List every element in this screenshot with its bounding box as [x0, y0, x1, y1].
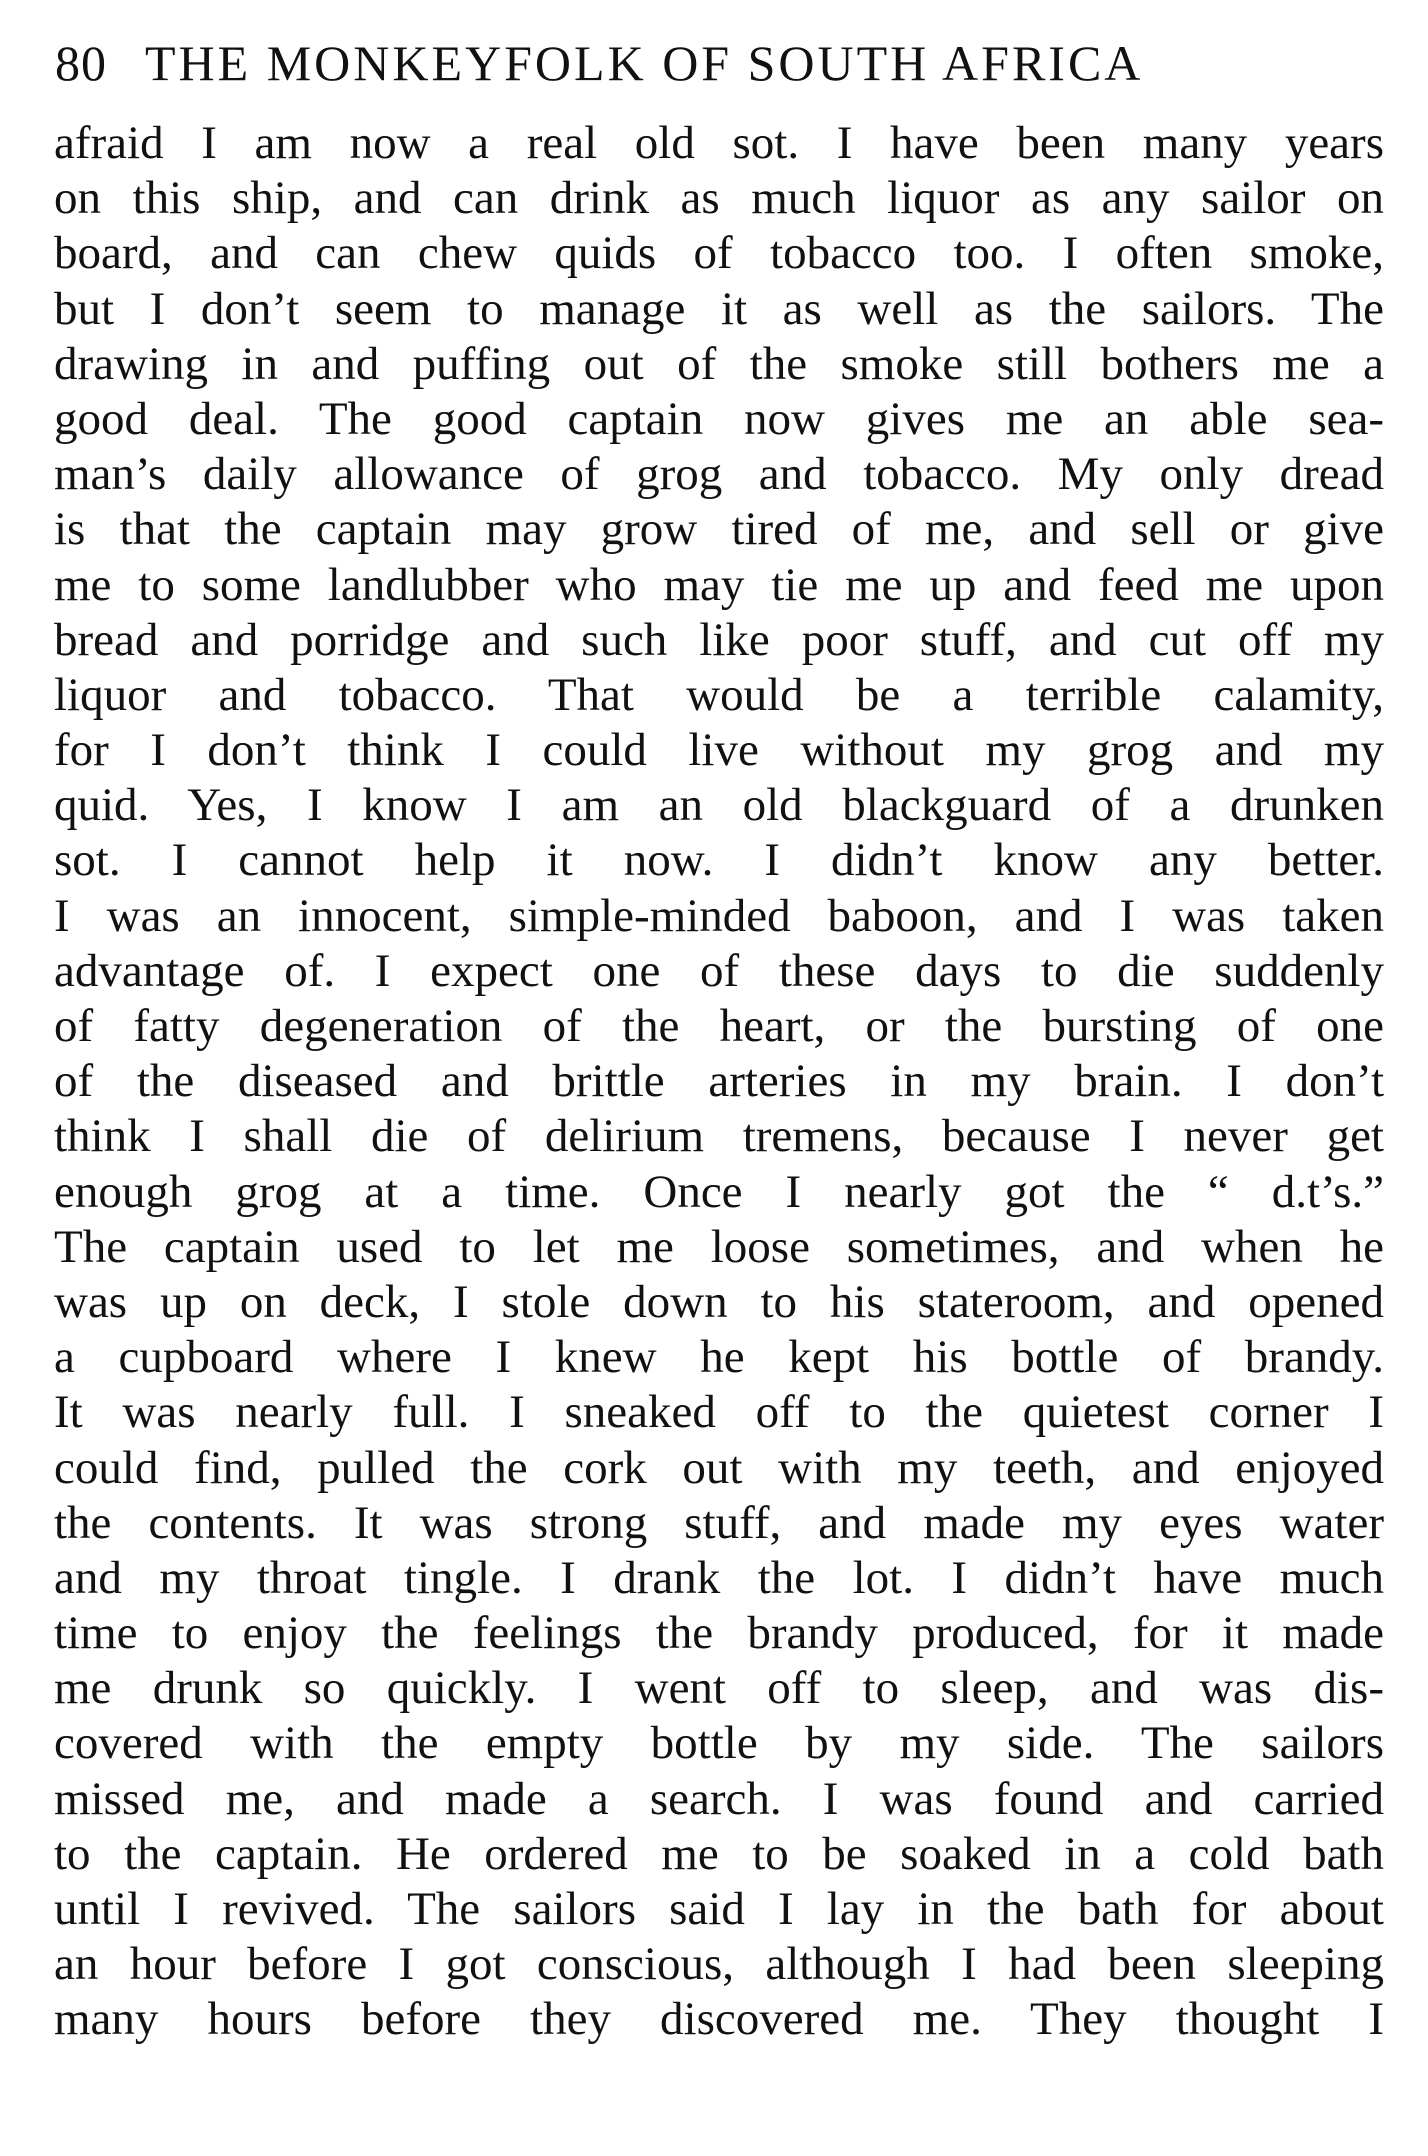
- text-line: is that the captain may grow tired of me, and sell or give: [54, 503, 1384, 556]
- text-line: board, and can chew quids of tobacco too. I often smoke,: [54, 227, 1384, 280]
- text-line: The captain used to let me loose sometimes, and when he: [54, 1220, 1384, 1273]
- text-line: think I shall die of delirium tremens, because I never get: [54, 1110, 1384, 1163]
- text-line: afraid I am now a real old sot. I have been many years: [54, 117, 1384, 169]
- running-header: [55, 28, 1385, 98]
- text-line: enough grog at a time. Once I nearly got the “ d.t’s.”: [54, 1165, 1384, 1218]
- text-line: It was nearly full. I sneaked off to the quietest corner I: [54, 1386, 1384, 1439]
- text-line: for I don’t think I could live without my grog and my: [54, 724, 1384, 777]
- running-title: THE MONKEYFOLK OF SOUTH AFRICA: [145, 35, 1144, 91]
- text-line: me drunk so quickly. I went off to sleep, and was dis-: [54, 1662, 1384, 1715]
- text-line: missed me, and made a search. I was found and carried: [54, 1772, 1384, 1825]
- text-line: covered with the empty bottle by my side. The sailors: [54, 1717, 1384, 1770]
- text-line: me to some landlubber who may tie me up and feed me upon: [54, 558, 1384, 611]
- text-line: until I revived. The sailors said I lay in the bath for about: [54, 1883, 1384, 1935]
- text-line: a cupboard where I knew he kept his bottle of brandy.: [54, 1331, 1384, 1384]
- page-number: 80: [55, 35, 107, 91]
- text-line: was up on deck, I stole down to his stateroom, and opened: [54, 1275, 1384, 1328]
- body-text: [54, 116, 1384, 2048]
- text-line: an hour before I got conscious, although I had been sleeping: [54, 1938, 1384, 1991]
- text-line: of fatty degeneration of the heart, or the bursting of one: [54, 1000, 1384, 1052]
- text-line: time to enjoy the feelings the brandy produced, for it made: [54, 1607, 1384, 1660]
- text-line: liquor and tobacco. That would be a terrible calamity,: [54, 668, 1384, 721]
- text-line: good deal. The good captain now gives me an able sea-: [54, 392, 1384, 445]
- text-line: man’s daily allowance of grog and tobacco. My only dread: [54, 448, 1384, 501]
- text-line: bread and porridge and such like poor stuff, and cut off my: [54, 613, 1384, 666]
- text-line: but I don’t seem to manage it as well as the sailors. The: [54, 282, 1384, 335]
- text-line: to the captain. He ordered me to be soaked in a cold bath: [54, 1827, 1384, 1880]
- text-line: quid. Yes, I know I am an old blackguard of a drunken: [54, 779, 1384, 832]
- text-line: the contents. It was strong stuff, and made my eyes water: [54, 1496, 1384, 1549]
- text-line: sot. I cannot help it now. I didn’t know any better.: [54, 834, 1384, 887]
- text-line: I was an innocent, simple-minded baboon, and I was taken: [54, 889, 1384, 942]
- text-line: on this ship, and can drink as much liquor as any sailor on: [54, 172, 1384, 225]
- text-line: and my throat tingle. I drank the lot. I didn’t have much: [54, 1551, 1384, 1604]
- text-line: could find, pulled the cork out with my teeth, and enjoyed: [54, 1441, 1384, 1494]
- text-line: advantage of. I expect one of these days to die suddenly: [54, 944, 1384, 997]
- text-line: drawing in and puffing out of the smoke still bothers me a: [54, 337, 1384, 390]
- text-line: many hours before they discovered me. They thought I: [54, 1993, 1384, 2046]
- text-line: of the diseased and brittle arteries in my brain. I don’t: [54, 1055, 1384, 1108]
